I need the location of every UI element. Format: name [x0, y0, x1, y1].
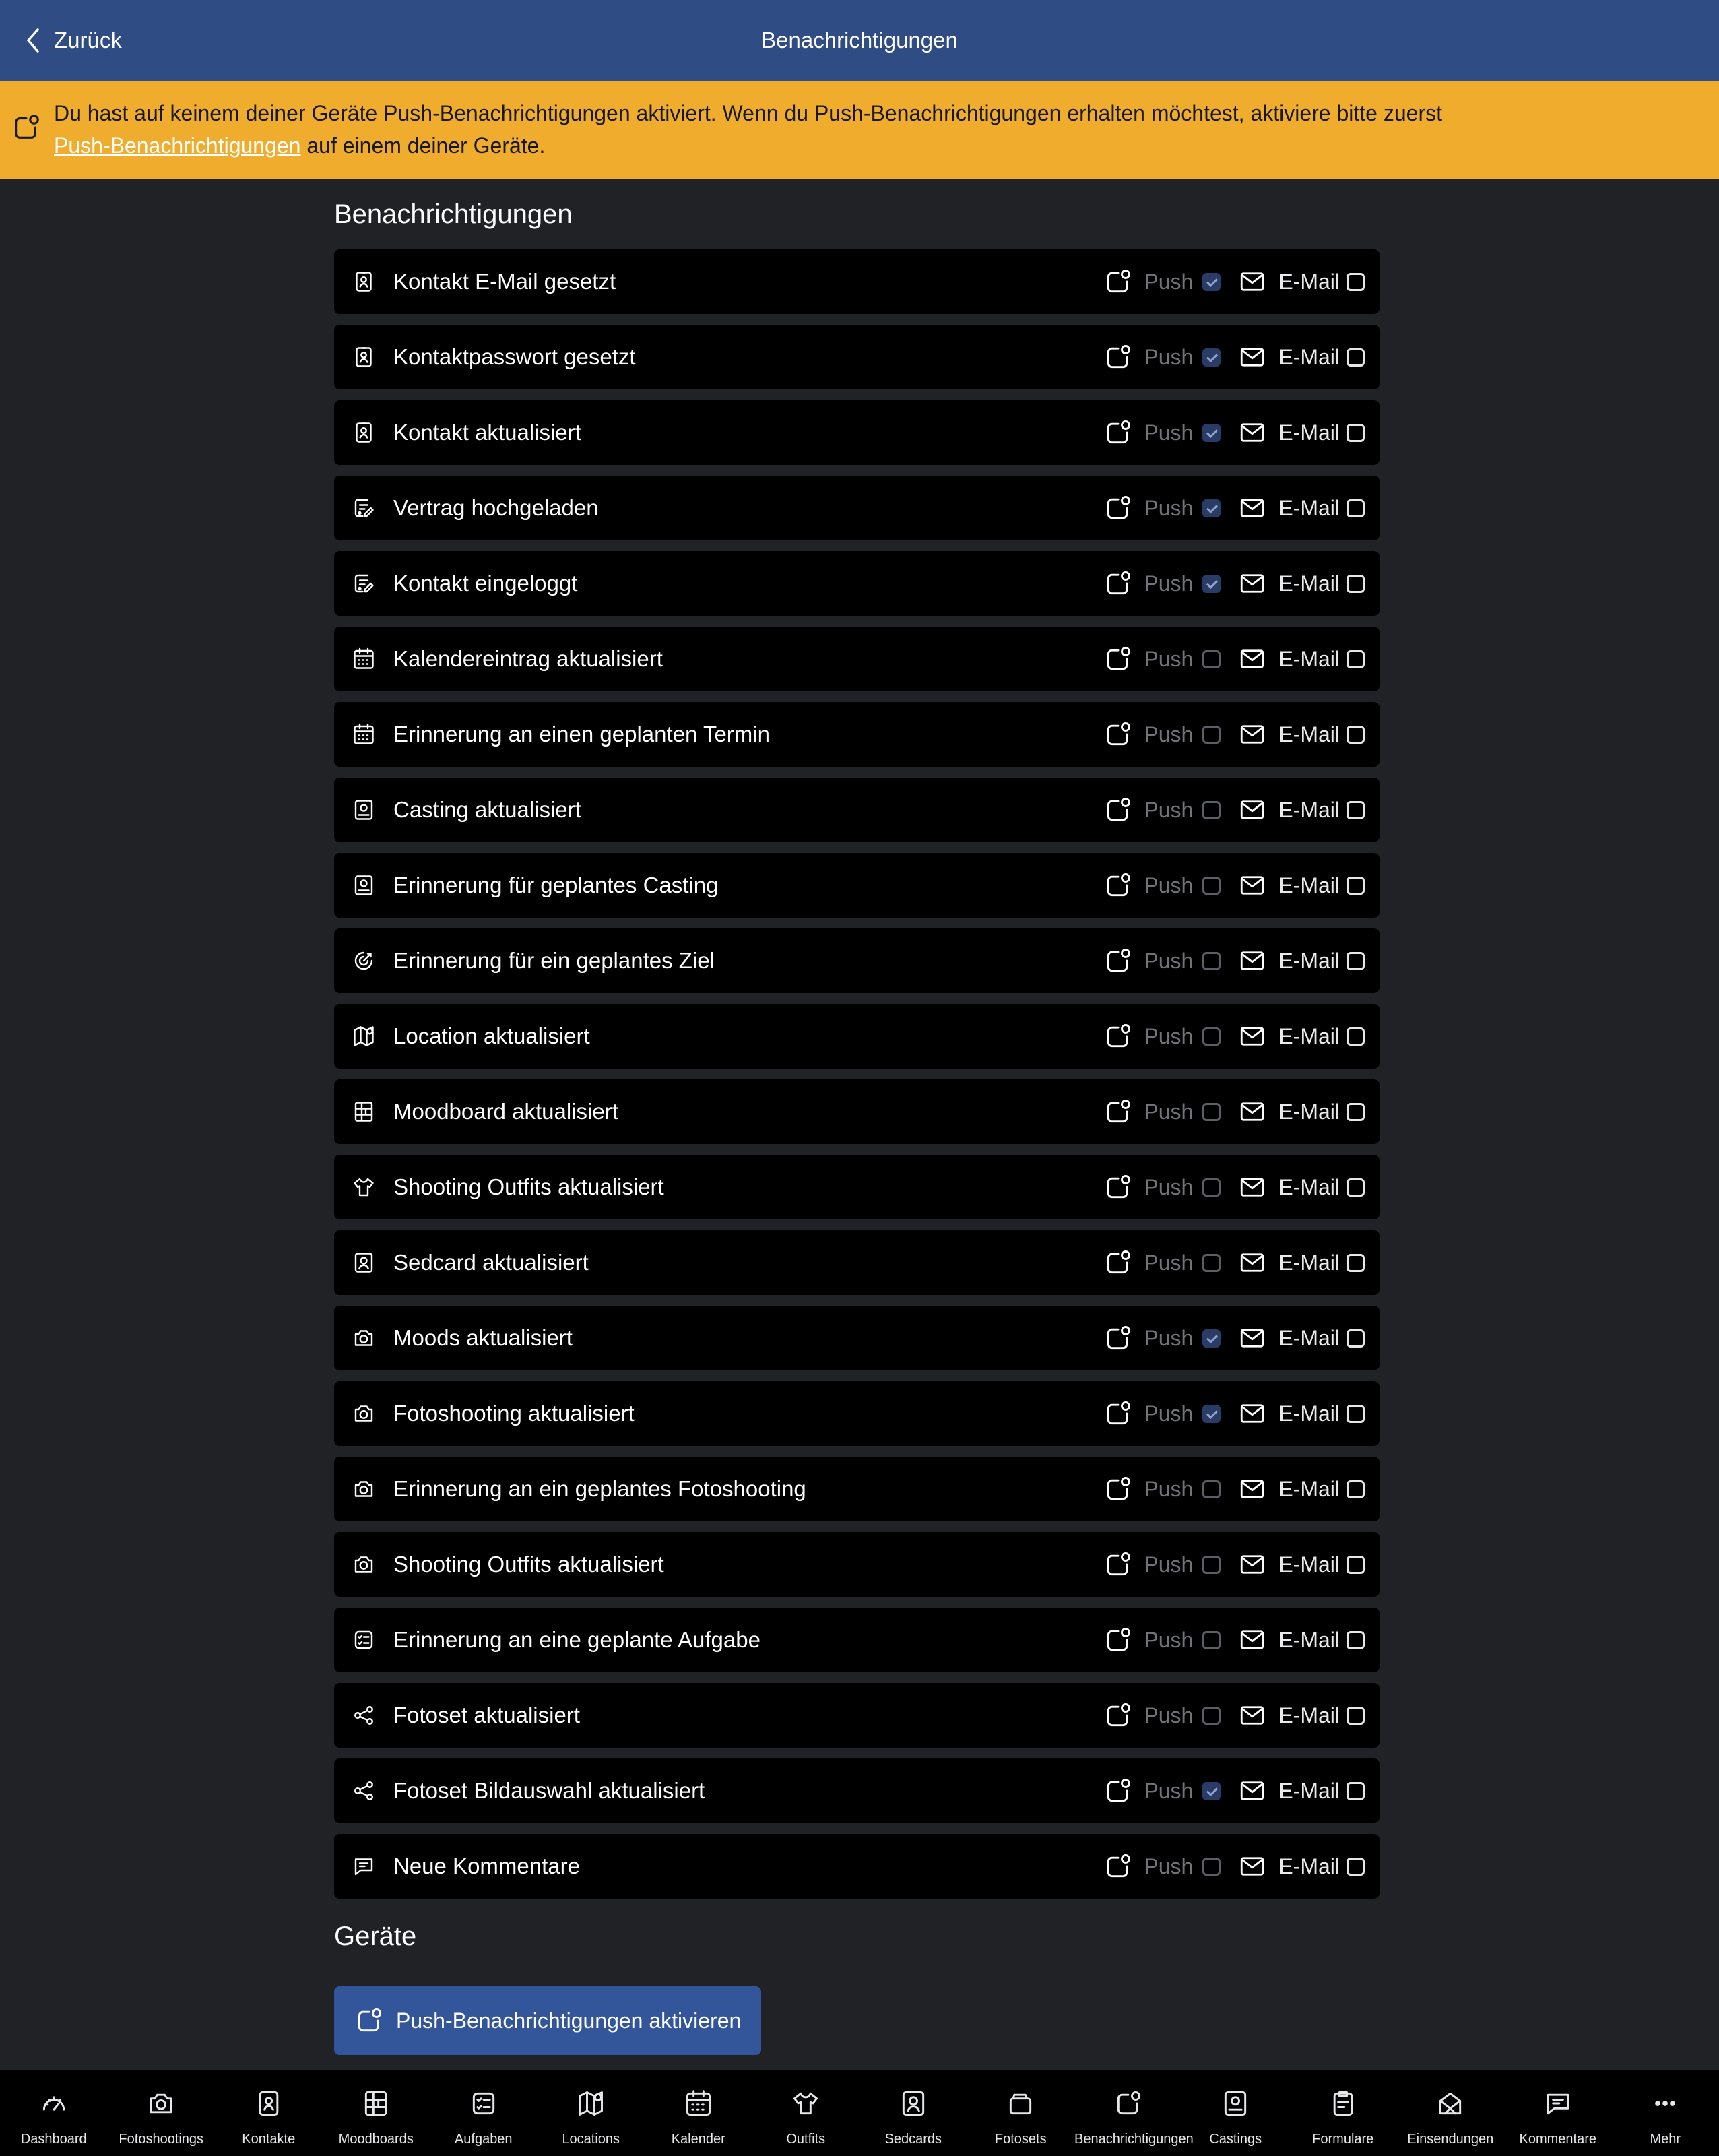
email-label: E-Mail — [1278, 1703, 1340, 1727]
mail-icon — [1238, 871, 1266, 899]
bottom-navigation — [0, 2070, 1719, 2156]
push-checkbox[interactable] — [1202, 1556, 1221, 1574]
nav-item-mehr[interactable] — [1612, 2070, 1719, 2156]
nav-item-benachrichtigungen[interactable] — [1074, 2070, 1194, 2156]
notification-icon — [1103, 1172, 1133, 1202]
nav-item-einsendungen[interactable] — [1397, 2070, 1505, 2156]
notification-controls — [1103, 1079, 1365, 1144]
page-title: Benachrichtigungen — [761, 28, 958, 53]
back-label: Zurück — [54, 28, 122, 53]
mail-icon — [1238, 1701, 1266, 1730]
nav-label: Formulare — [1312, 2132, 1374, 2147]
email-label: E-Mail — [1278, 1401, 1340, 1426]
notification-icon — [1103, 569, 1133, 598]
email-checkbox[interactable] — [1347, 348, 1365, 367]
notification-row — [334, 1532, 1380, 1597]
notification-icon — [1103, 1021, 1133, 1051]
target-icon — [352, 949, 376, 973]
email-checkbox[interactable] — [1347, 273, 1365, 291]
notification-row — [334, 928, 1380, 993]
notification-controls — [1103, 400, 1365, 465]
casting-icon — [1221, 2089, 1250, 2118]
notification-row — [334, 476, 1380, 540]
map-icon — [352, 1024, 376, 1048]
nav-label: Outfits — [786, 2132, 826, 2147]
email-label: E-Mail — [1278, 1250, 1340, 1275]
notification-icon — [1103, 342, 1133, 372]
email-checkbox[interactable] — [1347, 424, 1365, 442]
email-label: E-Mail — [1278, 420, 1340, 445]
email-label: E-Mail — [1278, 1627, 1340, 1652]
push-checkbox[interactable] — [1202, 801, 1221, 819]
mail-icon — [1238, 494, 1266, 522]
notification-label: Erinnerung an ein geplantes Fotoshooting — [393, 1476, 806, 1501]
email-checkbox[interactable] — [1347, 650, 1365, 668]
push-checkbox[interactable] — [1202, 952, 1221, 970]
nav-label: Fotoshootings — [119, 2132, 204, 2147]
email-checkbox[interactable] — [1347, 575, 1365, 593]
nav-item-sedcards[interactable] — [860, 2070, 967, 2156]
notification-label: Fotoshooting aktualisiert — [393, 1401, 635, 1426]
notification-label: Shooting Outfits aktualisiert — [393, 1174, 664, 1199]
notification-icon — [1103, 1474, 1133, 1504]
notification-icon — [1103, 1701, 1133, 1730]
push-label: Push — [1144, 1627, 1194, 1652]
notification-icon — [1103, 1776, 1133, 1806]
mail-icon — [1238, 796, 1266, 824]
mail-icon — [1238, 1550, 1266, 1579]
camera-icon — [352, 1477, 376, 1501]
email-checkbox[interactable] — [1347, 1329, 1365, 1348]
camera-icon — [352, 1552, 376, 1577]
nav-item-kommentare[interactable] — [1504, 2070, 1612, 2156]
notification-label: Erinnerung an einen geplanten Termin — [393, 722, 770, 747]
nav-item-aufgaben[interactable] — [430, 2070, 538, 2156]
mail-icon — [1238, 1626, 1266, 1654]
notification-controls — [1103, 853, 1365, 918]
shirt-icon — [352, 1175, 376, 1199]
notification-controls — [1103, 1758, 1365, 1823]
push-label: Push — [1144, 1476, 1194, 1501]
notification-icon — [1103, 267, 1133, 296]
comment-icon — [352, 1854, 376, 1878]
push-warning-banner — [0, 81, 1719, 179]
email-checkbox[interactable] — [1347, 1027, 1365, 1046]
notification-row — [334, 249, 1380, 314]
notification-settings-list — [334, 249, 1380, 1909]
nav-item-kontakte[interactable] — [215, 2070, 323, 2156]
push-label: Push — [1144, 1853, 1194, 1878]
email-label: E-Mail — [1278, 344, 1340, 369]
nav-item-dashboard[interactable] — [0, 2070, 108, 2156]
clipboard-icon — [1328, 2089, 1358, 2118]
notification-row — [334, 325, 1380, 389]
notification-controls — [1103, 778, 1365, 842]
push-checkbox[interactable] — [1202, 1858, 1221, 1876]
notification-row — [334, 1004, 1380, 1069]
email-label: E-Mail — [1278, 873, 1340, 897]
task-icon — [469, 2089, 498, 2118]
calendar-icon — [352, 722, 376, 747]
nav-label: Aufgaben — [454, 2132, 513, 2147]
notification-row — [334, 1306, 1380, 1370]
more-icon — [1650, 2089, 1680, 2118]
contract-icon — [352, 571, 376, 596]
notification-row — [334, 1683, 1380, 1748]
notification-row — [334, 1381, 1380, 1446]
email-checkbox[interactable] — [1347, 499, 1365, 517]
nav-label: Mehr — [1650, 2132, 1681, 2147]
email-label: E-Mail — [1278, 269, 1340, 294]
contact-icon — [352, 345, 376, 369]
push-checkbox[interactable] — [1202, 1329, 1221, 1348]
push-label: Push — [1144, 269, 1194, 294]
inbox-icon — [1435, 2089, 1465, 2118]
contact-icon — [254, 2089, 284, 2118]
notification-controls — [1103, 1306, 1365, 1370]
nav-item-kalender[interactable] — [645, 2070, 752, 2156]
push-label: Push — [1144, 1401, 1194, 1426]
notification-row — [334, 1457, 1380, 1521]
nav-label: Kalender — [671, 2132, 725, 2147]
share-icon — [352, 1703, 376, 1727]
notification-label: Fotoset aktualisiert — [393, 1703, 580, 1727]
devices-section-title: Geräte — [334, 1922, 417, 1951]
notification-icon — [1103, 1550, 1133, 1579]
warning-text-end: auf einem deiner Geräte. — [300, 133, 546, 158]
push-checkbox[interactable] — [1202, 1178, 1221, 1197]
notification-row — [334, 1834, 1380, 1899]
notification-row — [334, 1758, 1380, 1823]
nav-item-fotoshootings[interactable] — [108, 2070, 216, 2156]
notification-controls — [1103, 1532, 1365, 1597]
notification-controls — [1103, 476, 1365, 540]
notification-icon — [1103, 946, 1133, 976]
nav-item-castings[interactable] — [1182, 2070, 1290, 2156]
email-label: E-Mail — [1278, 948, 1340, 973]
push-checkbox[interactable] — [1202, 499, 1221, 517]
mail-icon — [1238, 720, 1266, 749]
email-label: E-Mail — [1278, 797, 1340, 822]
notification-row — [334, 1155, 1380, 1219]
push-checkbox[interactable] — [1202, 348, 1221, 367]
notification-label: Neue Kommentare — [393, 1853, 580, 1878]
notification-controls — [1103, 1230, 1365, 1295]
email-checkbox[interactable] — [1347, 1631, 1365, 1649]
calendar-icon — [352, 647, 376, 671]
notification-row — [334, 1608, 1380, 1672]
email-label: E-Mail — [1278, 722, 1340, 747]
top-bar — [0, 0, 1719, 81]
notification-icon — [1103, 1323, 1133, 1353]
notification-icon — [1103, 1851, 1133, 1881]
mail-icon — [1238, 947, 1266, 975]
shirt-icon — [791, 2089, 820, 2118]
notification-row — [334, 1230, 1380, 1295]
email-label: E-Mail — [1278, 1853, 1340, 1878]
comment-icon — [1543, 2089, 1573, 2118]
calendar-icon — [684, 2089, 713, 2118]
camera-icon — [352, 1326, 376, 1350]
notification-icon — [1103, 870, 1133, 900]
email-checkbox[interactable] — [1347, 1103, 1365, 1121]
notification-icon — [11, 112, 42, 143]
notification-icon — [1103, 720, 1133, 749]
notification-label: Erinnerung für geplantes Casting — [393, 873, 719, 897]
casting-icon — [352, 798, 376, 822]
email-checkbox[interactable] — [1347, 952, 1365, 970]
mail-icon — [1238, 1852, 1266, 1880]
sedcard-icon — [352, 1250, 376, 1275]
push-checkbox[interactable] — [1202, 424, 1221, 442]
nav-item-outfits[interactable] — [752, 2070, 860, 2156]
push-label: Push — [1144, 1325, 1194, 1350]
nav-label: Castings — [1209, 2132, 1262, 2147]
email-label: E-Mail — [1278, 1325, 1340, 1350]
contract-icon — [352, 496, 376, 520]
push-label: Push — [1144, 1778, 1194, 1803]
nav-item-locations[interactable] — [538, 2070, 645, 2156]
push-checkbox[interactable] — [1202, 877, 1221, 895]
notification-label: Kontaktpasswort gesetzt — [393, 344, 636, 369]
notification-controls — [1103, 1381, 1365, 1446]
notification-row — [334, 1079, 1380, 1144]
nav-label: Kommentare — [1519, 2132, 1596, 2147]
notification-row — [334, 551, 1380, 616]
push-checkbox[interactable] — [1202, 1480, 1221, 1498]
push-label: Push — [1144, 1023, 1194, 1048]
notification-icon — [1103, 795, 1133, 825]
contact-icon — [352, 270, 376, 294]
nav-item-moodboards[interactable] — [323, 2070, 430, 2156]
notification-icon — [1103, 644, 1133, 674]
nav-item-fotosets[interactable] — [967, 2070, 1075, 2156]
enable-push-label: Push-Benachrichtigungen aktivieren — [396, 2008, 742, 2033]
notification-controls — [1103, 325, 1365, 389]
mail-icon — [1238, 1098, 1266, 1126]
push-label: Push — [1144, 797, 1194, 822]
notification-label: Erinnerung für ein geplantes Ziel — [393, 948, 715, 973]
notification-row — [334, 702, 1380, 767]
push-label: Push — [1144, 948, 1194, 973]
email-label: E-Mail — [1278, 571, 1340, 596]
push-label: Push — [1144, 873, 1194, 897]
notification-controls — [1103, 1155, 1365, 1219]
nav-label: Kontakte — [242, 2132, 296, 2147]
nav-item-formulare[interactable] — [1289, 2070, 1397, 2156]
moodboard-icon — [352, 1100, 376, 1124]
email-checkbox[interactable] — [1347, 1556, 1365, 1574]
push-label: Push — [1144, 495, 1194, 520]
push-checkbox[interactable] — [1202, 1707, 1221, 1725]
notification-row — [334, 853, 1380, 918]
notification-label: Erinnerung an eine geplante Aufgabe — [393, 1627, 760, 1652]
push-label: Push — [1144, 344, 1194, 369]
notification-icon — [354, 2006, 384, 2035]
push-label: Push — [1144, 722, 1194, 747]
moodboard-icon — [361, 2089, 391, 2118]
push-label: Push — [1144, 1552, 1194, 1577]
warning-text-start: Du hast auf keinem deiner Geräte Push-Benachrichtigungen aktiviert. Wenn du Push-Benachrichtigungen erhalten möchtest, aktiviere bitte zuerst — [54, 101, 1442, 125]
push-label: Push — [1144, 646, 1194, 671]
email-label: E-Mail — [1278, 1023, 1340, 1048]
email-label: E-Mail — [1278, 646, 1340, 671]
camera-icon — [352, 1401, 376, 1426]
email-checkbox[interactable] — [1347, 1254, 1365, 1272]
push-label: Push — [1144, 1250, 1194, 1275]
nav-label: Locations — [562, 2132, 620, 2147]
push-checkbox[interactable] — [1202, 1027, 1221, 1046]
email-label: E-Mail — [1278, 1099, 1340, 1124]
notification-icon — [1103, 1625, 1133, 1655]
nav-label: Moodboards — [338, 2132, 414, 2147]
notification-label: Shooting Outfits aktualisiert — [393, 1552, 664, 1577]
email-checkbox[interactable] — [1347, 726, 1365, 744]
notification-icon — [1103, 418, 1133, 447]
push-checkbox[interactable] — [1202, 1782, 1221, 1800]
notification-controls — [1103, 627, 1365, 691]
push-checkbox[interactable] — [1202, 575, 1221, 593]
mail-icon — [1238, 418, 1266, 447]
share-icon — [352, 1779, 376, 1803]
mail-icon — [1238, 1248, 1266, 1277]
mail-icon — [1238, 1399, 1266, 1428]
push-checkbox[interactable] — [1202, 273, 1221, 291]
email-checkbox[interactable] — [1347, 1178, 1365, 1197]
map-icon — [576, 2089, 606, 2118]
notification-icon — [1103, 1399, 1133, 1428]
warning-text — [54, 97, 1671, 162]
email-checkbox[interactable] — [1347, 1707, 1365, 1725]
casting-icon — [352, 873, 376, 897]
notification-label: Vertrag hochgeladen — [393, 495, 599, 520]
push-label: Push — [1144, 420, 1194, 445]
mail-icon — [1238, 1173, 1266, 1201]
photoset-icon — [1006, 2089, 1035, 2118]
dashboard-icon — [39, 2089, 69, 2118]
push-label: Push — [1144, 1099, 1194, 1124]
notification-label: Moods aktualisiert — [393, 1325, 573, 1350]
push-checkbox[interactable] — [1202, 1254, 1221, 1272]
enable-push-button[interactable] — [334, 1986, 761, 2055]
push-checkbox[interactable] — [1202, 650, 1221, 668]
push-settings-link[interactable]: Push-Benachrichtigungen — [54, 133, 301, 158]
push-label: Push — [1144, 1703, 1194, 1727]
notification-row — [334, 778, 1380, 842]
email-checkbox[interactable] — [1347, 801, 1365, 819]
email-checkbox[interactable] — [1347, 1480, 1365, 1498]
email-label: E-Mail — [1278, 1552, 1340, 1577]
notification-row — [334, 627, 1380, 691]
notification-controls — [1103, 702, 1365, 767]
notification-label: Kalendereintrag aktualisiert — [393, 646, 663, 671]
notification-controls — [1103, 1834, 1365, 1899]
mail-icon — [1238, 1324, 1266, 1352]
camera-icon — [146, 2089, 176, 2118]
mail-icon — [1238, 1777, 1266, 1805]
email-label: E-Mail — [1278, 1778, 1340, 1803]
notification-label: Kontakt E-Mail gesetzt — [393, 269, 616, 294]
notification-controls — [1103, 1004, 1365, 1069]
nav-label: Dashboard — [20, 2132, 87, 2147]
push-checkbox[interactable] — [1202, 1405, 1221, 1423]
mail-icon — [1238, 1022, 1266, 1050]
mail-icon — [1238, 569, 1266, 598]
sedcard-icon — [899, 2089, 928, 2118]
email-checkbox[interactable] — [1347, 1782, 1365, 1800]
notification-controls — [1103, 1683, 1365, 1748]
email-checkbox[interactable] — [1347, 1858, 1365, 1876]
notification-label: Sedcard aktualisiert — [393, 1250, 589, 1275]
email-checkbox[interactable] — [1347, 877, 1365, 895]
notifications-section-title: Benachrichtigungen — [334, 199, 573, 229]
notification-label: Location aktualisiert — [393, 1023, 590, 1048]
push-label: Push — [1144, 1174, 1194, 1199]
notification-label: Moodboard aktualisiert — [393, 1099, 618, 1124]
push-label: Push — [1144, 571, 1194, 596]
push-checkbox[interactable] — [1202, 1103, 1221, 1121]
notification-controls — [1103, 551, 1365, 616]
email-label: E-Mail — [1278, 1174, 1340, 1199]
nav-label: Sedcards — [884, 2132, 942, 2147]
nav-label: Benachrichtigungen — [1074, 2132, 1194, 2147]
contact-icon — [352, 420, 376, 445]
notification-controls — [1103, 928, 1365, 993]
notification-icon — [1103, 493, 1133, 523]
task-icon — [352, 1628, 376, 1652]
notification-icon — [1103, 1248, 1133, 1277]
notification-label: Kontakt eingeloggt — [393, 571, 578, 596]
nav-label: Einsendungen — [1407, 2132, 1494, 2147]
push-checkbox[interactable] — [1202, 1631, 1221, 1649]
notification-controls — [1103, 249, 1365, 314]
notification-row — [334, 400, 1380, 465]
email-label: E-Mail — [1278, 495, 1340, 520]
push-checkbox[interactable] — [1202, 726, 1221, 744]
notification-icon — [1103, 1097, 1133, 1127]
mail-icon — [1238, 343, 1266, 371]
mail-icon — [1238, 267, 1266, 296]
email-checkbox[interactable] — [1347, 1405, 1365, 1423]
mail-icon — [1238, 1475, 1266, 1503]
notification-label: Kontakt aktualisiert — [393, 420, 581, 445]
mail-icon — [1238, 645, 1266, 673]
notification-label: Casting aktualisiert — [393, 797, 581, 822]
nav-label: Fotosets — [994, 2132, 1047, 2147]
notification-icon — [1113, 2089, 1143, 2118]
notification-controls — [1103, 1608, 1365, 1672]
notification-controls — [1103, 1457, 1365, 1521]
notification-label: Fotoset Bildauswahl aktualisiert — [393, 1778, 705, 1803]
email-label: E-Mail — [1278, 1476, 1340, 1501]
